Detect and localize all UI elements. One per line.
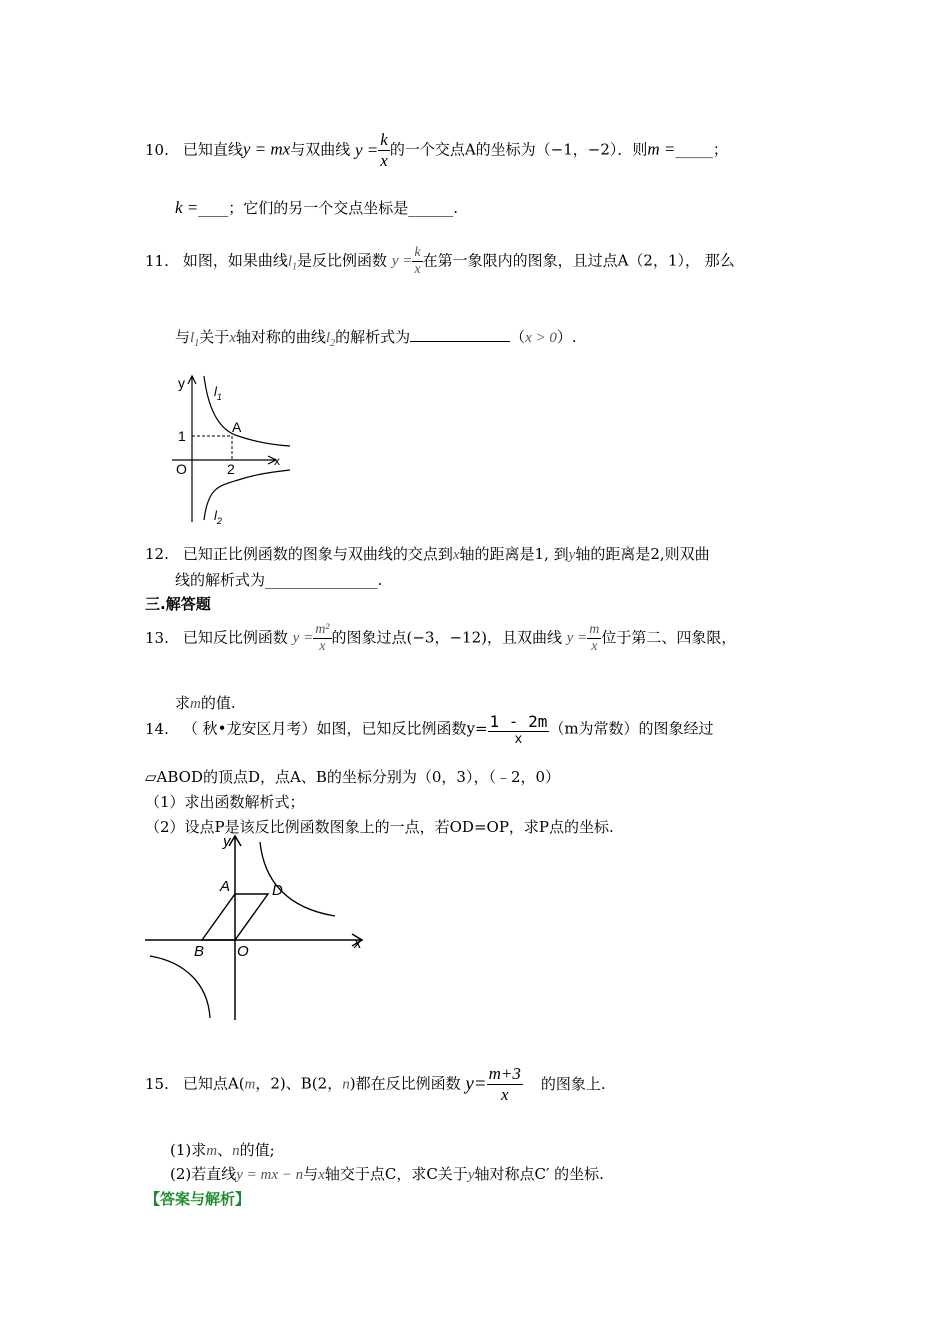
- fig1-x-label: x: [274, 454, 280, 468]
- fig2-point-b-label: B: [194, 943, 205, 960]
- q10-blank-m: _____: [675, 140, 713, 159]
- q14-part1: （1）求出函数解析式；: [145, 793, 305, 811]
- q13-number: 13.: [145, 628, 169, 647]
- q10-line1: 10. 已知直线y = mx与双曲线 y = $\frac{k}{x}$ 的一个交点A的坐标为（−1，−2）．则m =_____；: [145, 130, 728, 170]
- q15-line1: 15. 已知点A(m，2)、B(2，n)都在反比例函数 y= $\frac{m+3}{x}$ 的图象上.: [145, 1064, 606, 1104]
- q14-number: 14.: [145, 719, 169, 738]
- q13-line2: 求m的值.: [175, 694, 236, 712]
- fig1-point-a-label: A: [232, 419, 242, 435]
- q10-line-equation: y = mx: [242, 139, 291, 159]
- fig2-curve-quadrant1: [260, 842, 335, 916]
- q12-answer-blank: _______________: [265, 571, 378, 589]
- fig1-tick-1: 1: [178, 428, 186, 444]
- q15-part1: (1)求m、n的值;: [170, 1141, 275, 1159]
- fig2-x-label: x: [354, 935, 362, 952]
- q11-line1: 11. 如图，如果曲线$l_1$是反比例函数 y = $\frac{k}{x}$ 在第一象限内的图象，且过点A（2，1）， 那么: [145, 245, 735, 277]
- q15-part2: (2)若直线y = mx − n与x轴交于点C，求C关于y轴对称点C′ 的坐标.: [170, 1165, 604, 1183]
- fig1-curve-l2: [204, 470, 290, 520]
- q10-blank-k: ____: [198, 199, 229, 217]
- q13-hyperbola-fraction: $\frac{m}{x}$: [589, 622, 600, 654]
- q15-function-fraction: $\frac{m+3}{x}$: [488, 1064, 521, 1104]
- q10-hyperbola-lhs: y =: [355, 140, 379, 160]
- answer-heading: 【答案与解析】: [145, 1190, 251, 1208]
- q10-number: 10.: [145, 140, 169, 159]
- fig1-tick-2: 2: [227, 461, 235, 477]
- q12-line2: 线的解析式为_______________.: [175, 571, 383, 589]
- q11-line2: 与$l_1$关于x轴对称的曲线$l_2$的解析式为 （x > 0）.: [175, 328, 577, 349]
- fig2-origin-label: O: [237, 943, 249, 960]
- fig2-y-label: y: [223, 833, 231, 850]
- q12-number: 12.: [145, 545, 169, 563]
- q14-part2: （2）设点P是该反比例函数图象上的一点，若OD=OP，求P点的坐标.: [145, 818, 614, 836]
- fig2-point-a-label: A: [220, 878, 231, 895]
- q13-line1: 13. 已知反比例函数 y = $\frac{\text{m²}}{x}$ 的图象过点(−3，−12)，且双曲线 y = $\frac{m}{x}$ 位于第二、四象限，: [145, 622, 737, 654]
- q13-function-fraction: $\frac{\text{m²}}{x}$: [315, 622, 330, 654]
- fig1-l1-label: $l_1$: [214, 384, 222, 402]
- fig1-curve-l1: [204, 376, 290, 446]
- q11-figure: [168, 368, 298, 526]
- q10-line2: k =____；它们的另一个交点坐标是______.: [175, 198, 459, 217]
- q14-line2: ▱ABOD的顶点D，点A、B的坐标分别为（0，3），（﹣2，0）: [145, 768, 561, 786]
- q14-function-fraction: $\frac{1 - 2m}{x}$: [489, 712, 548, 747]
- fig1-origin-label: O: [176, 461, 187, 477]
- q11-number: 11.: [145, 251, 169, 270]
- fig2-curve-quadrant3: [150, 956, 210, 1018]
- q11-function-fraction: $\frac{k}{x}$: [414, 245, 421, 277]
- fig2-point-d-label: D: [272, 882, 283, 899]
- q10-blank-point: ______: [408, 199, 454, 217]
- q12-line1: 12. 已知正比例函数的图象与双曲线的交点到x轴的距离是1, 到y轴的距离是2,则双曲: [145, 545, 710, 563]
- fig1-l2-label: $l_2$: [214, 508, 222, 526]
- section-heading-solutions: 三.解答题: [145, 595, 211, 613]
- q15-number: 15.: [145, 1074, 169, 1093]
- q14-line1: 14. （ 秋•龙安区月考）如图，已知反比例函数y= $\frac{1 - 2m}{x}$ （m为常数）的图象经过: [145, 712, 714, 747]
- fig1-y-label: y: [178, 375, 185, 391]
- q10-hyperbola-fraction: $\frac{k}{x}$: [380, 130, 388, 170]
- q11-answer-blank: [410, 341, 510, 342]
- q14-figure: [140, 832, 370, 1022]
